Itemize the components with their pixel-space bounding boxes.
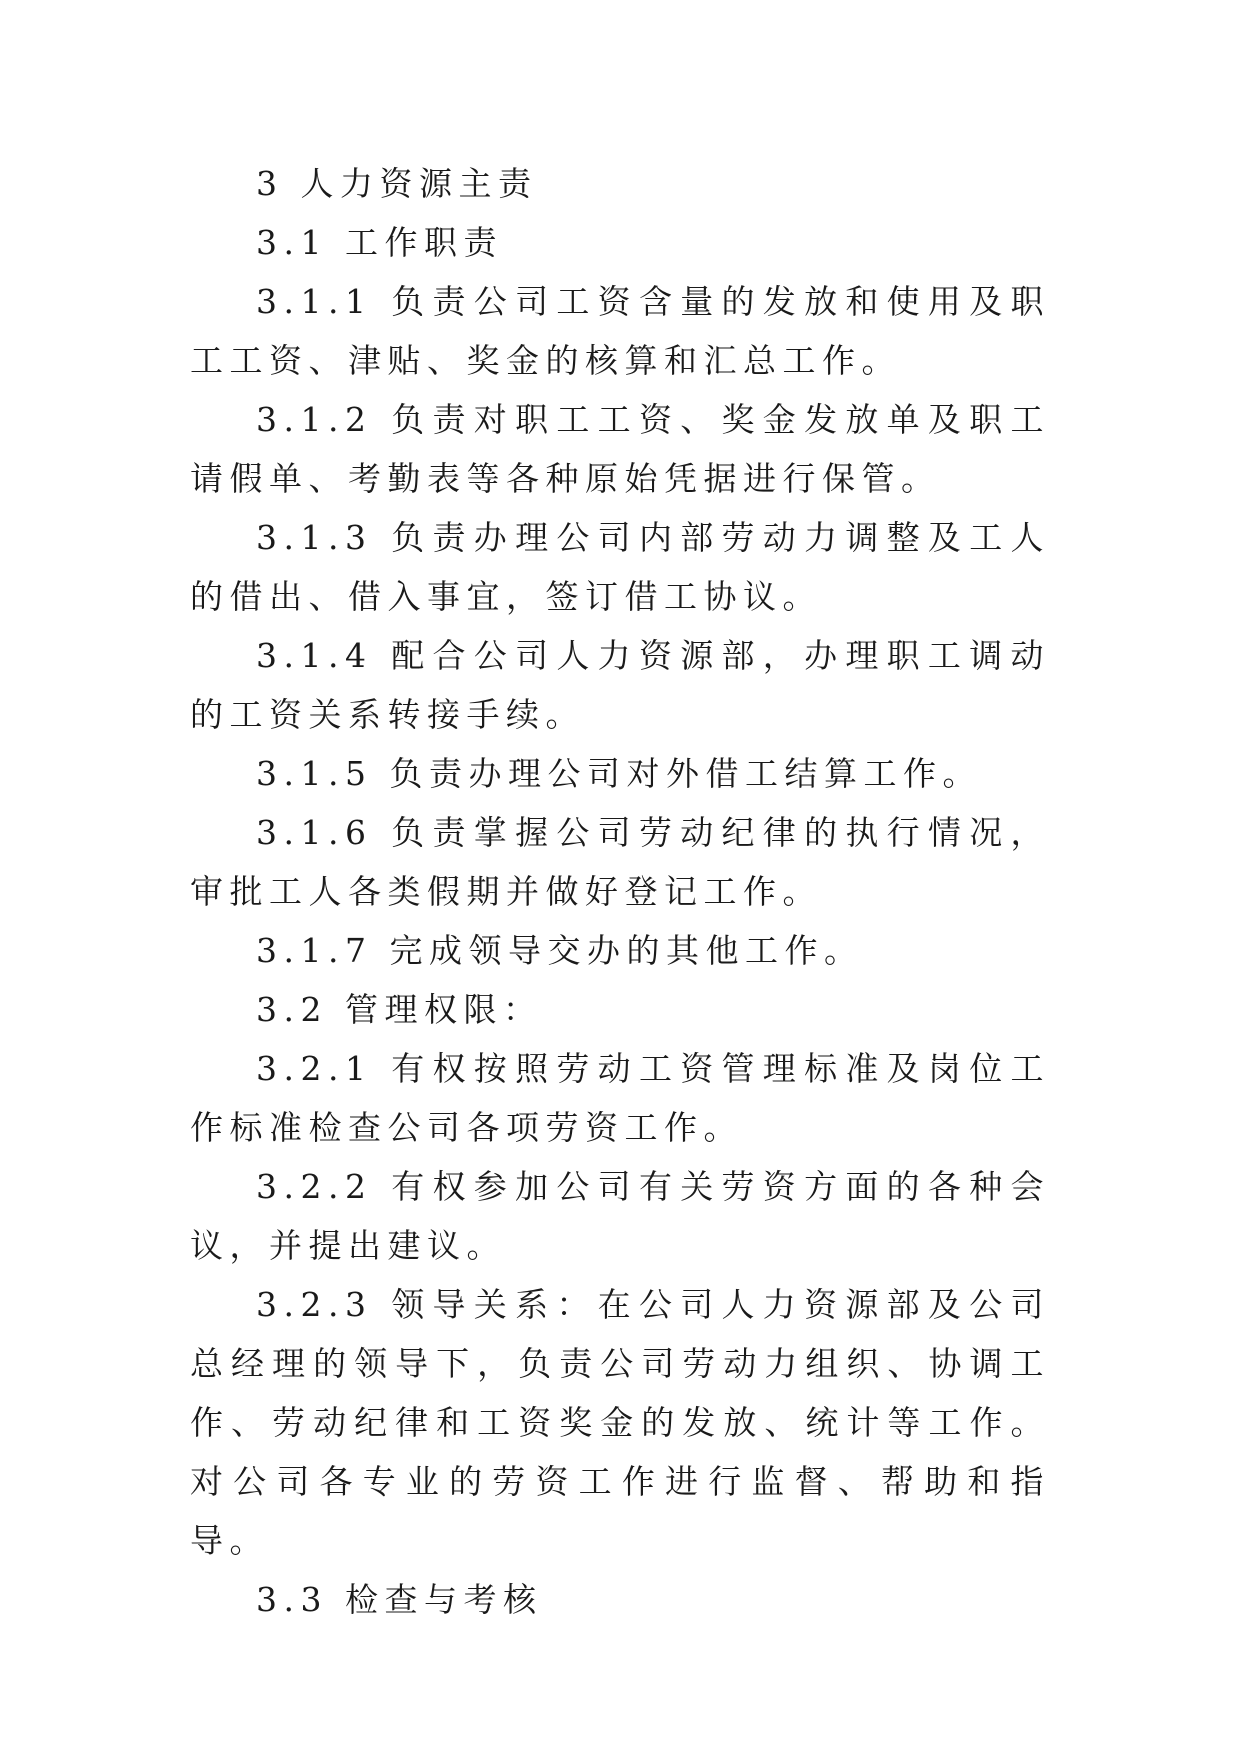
section-heading-3-2: 3.2 管理权限： (256, 990, 543, 1029)
section-heading-3-3: 3.3 检查与考核 (256, 1580, 543, 1619)
paragraph-3-1-2: 3.1.2 负责对职工工资、奖金发放单及职工请假单、考勤表等各种原始凭据进行保管。 (190, 400, 1050, 498)
paragraph-3-1-5: 3.1.5 负责办理公司对外借工结算工作。 (256, 754, 982, 793)
section-heading-3-1: 3.1 工作职责 (256, 223, 503, 262)
paragraph-3-1-4: 3.1.4 配合公司人力资源部，办理职工调动的工资关系转接手续。 (190, 636, 1050, 734)
document-body (190, 154, 1050, 1629)
paragraph-3-2-1: 3.2.1 有权按照劳动工资管理标准及岗位工作标准检查公司各项劳资工作。 (190, 1049, 1050, 1147)
paragraph-3-1-7: 3.1.7 完成领导交办的其他工作。 (256, 931, 864, 970)
paragraph-3-2-2: 3.2.2 有权参加公司有关劳资方面的各种会议，并提出建议。 (190, 1167, 1050, 1265)
paragraph-3-2-3: 3.2.3 领导关系：在公司人力资源部及公司总经理的领导下，负责公司劳动力组织、协调工作、劳动纪律和工资奖金的发放、统计等工作。对公司各专业的劳资工作进行监督、帮助和指导。 (190, 1285, 1050, 1560)
section-heading-3: 3 人力资源主责 (256, 164, 538, 203)
paragraph-3-1-1: 3.1.1 负责公司工资含量的发放和使用及职工工资、津贴、奖金的核算和汇总工作。 (190, 282, 1050, 380)
paragraph-3-1-3: 3.1.3 负责办理公司内部劳动力调整及工人的借出、借入事宜，签订借工协议。 (190, 518, 1050, 616)
paragraph-3-1-6: 3.1.6 负责掌握公司劳动纪律的执行情况，审批工人各类假期并做好登记工作。 (190, 813, 1050, 911)
